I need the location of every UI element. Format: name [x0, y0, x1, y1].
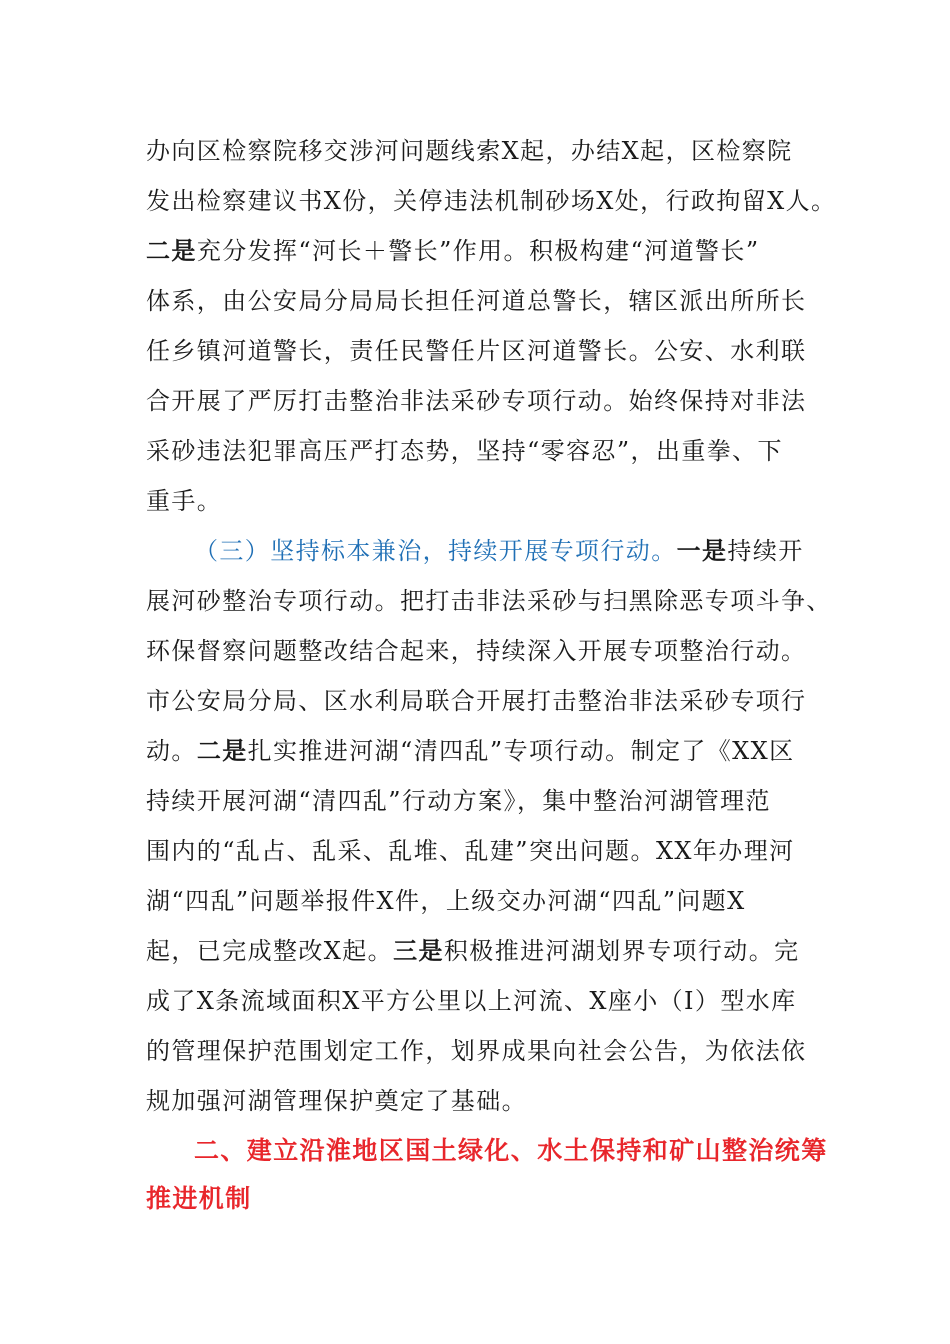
- text-run: 动。: [146, 737, 197, 765]
- text-line: 办向区检察院移交涉河问题线索X起，办结X起，区检察院: [146, 137, 793, 165]
- text-run: 充分发挥“河长＋警长”作用。积极构建“河道警长”: [196, 237, 760, 265]
- lead-phrase: 二是: [196, 737, 248, 765]
- text-line: 采砂违法犯罪高压严打态势，坚持“零容忍”，出重拳、下: [146, 437, 783, 465]
- text-run: 扎实推进河湖“清四乱”专项行动。制定了《XX区: [247, 737, 795, 765]
- chapter-heading-continued: 推进机制: [146, 1184, 252, 1213]
- text-line: [146, 236, 760, 266]
- text-line: 合开展了严厉打击整治非法采砂专项行动。始终保持对非法: [146, 387, 807, 415]
- text-line: 规加强河湖管理保护奠定了基础。: [146, 1087, 527, 1115]
- text-line: 湖“四乱”问题举报件X件，上级交办河湖“四乱”问题X: [146, 887, 746, 915]
- text-line: 体系，由公安局分局局长担任河道总警长，辖区派出所所长: [146, 287, 807, 315]
- text-line: 发出检察建议书X份，关停违法机制砂场X处，行政拘留X人。: [146, 187, 837, 215]
- text-line: [146, 736, 795, 766]
- chapter-heading: 二、建立沿淮地区国土绿化、水土保持和矿山整治统筹: [194, 1136, 828, 1165]
- section-heading-line: [194, 536, 804, 566]
- text-line: 成了X条流域面积X平方公里以上河流、X座小（Ⅰ）型水库: [146, 987, 797, 1015]
- text-line: 环保督察问题整改结合起来，持续深入开展专项整治行动。: [146, 637, 807, 665]
- text-line: [146, 936, 800, 966]
- text-line: 持续开展河湖“清四乱”行动方案》，集中整治河湖管理范: [146, 787, 771, 815]
- text-line: 展河砂整治专项行动。把打击非法采砂与扫黑除恶专项斗争、: [146, 587, 832, 615]
- text-line: 围内的“乱占、乱采、乱堆、乱建”突出问题。XX年办理河: [146, 837, 795, 865]
- text-run: 持续开: [727, 537, 804, 565]
- text-line: 重手。: [146, 487, 223, 515]
- lead-phrase: 二是: [146, 237, 197, 265]
- text-line: 任乡镇河道警长，责任民警任片区河道警长。公安、水利联: [146, 337, 807, 365]
- text-run: 起，已完成整改X起。: [146, 937, 394, 965]
- text-line: 市公安局分局、区水利局联合开展打击整治非法采砂专项行: [146, 687, 807, 715]
- lead-phrase: 一是: [676, 537, 728, 565]
- text-line: 的管理保护范围划定工作，划界成果向社会公告，为依法依: [146, 1037, 807, 1065]
- lead-phrase: 三是: [393, 937, 444, 965]
- text-run: 积极推进河湖划界专项行动。完: [443, 937, 800, 965]
- section-heading: （三）坚持标本兼治，持续开展专项行动。: [194, 537, 677, 565]
